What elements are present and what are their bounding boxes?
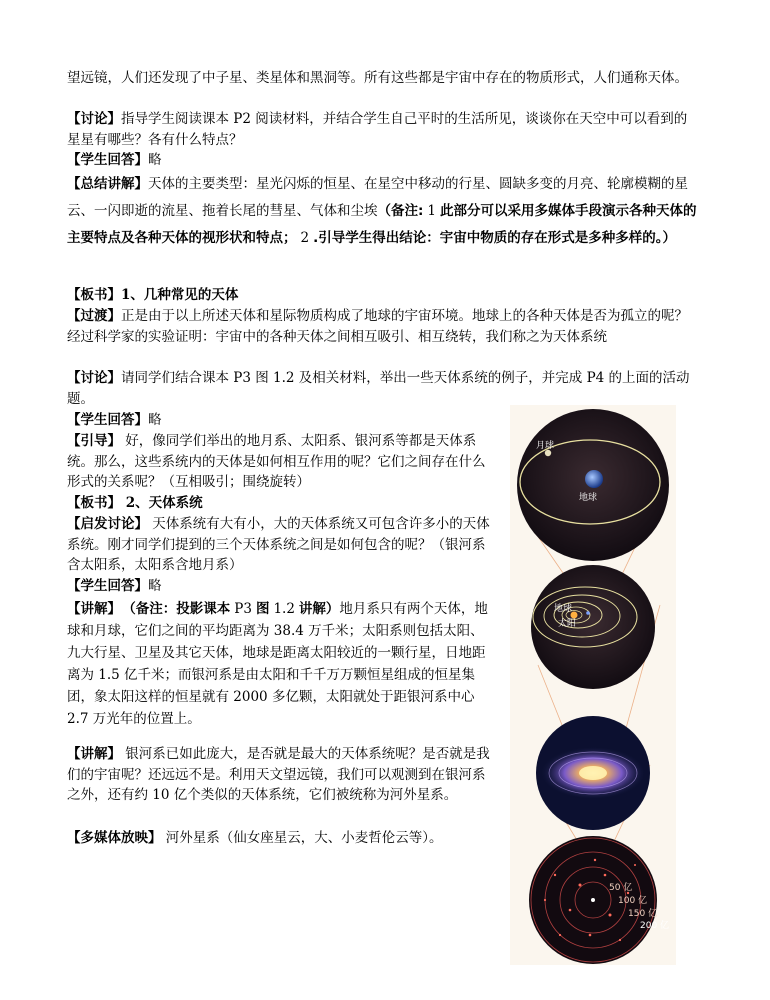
tag-board: 【板书】 <box>67 495 121 511</box>
label-10-billion: 100 亿 <box>618 896 648 906</box>
tag-discussion: 【讨论】 <box>67 370 121 386</box>
label-earth-solar: 地球 <box>554 604 573 614</box>
tag-inspire: 【启发讨论】 <box>67 516 148 532</box>
lecture-1: 【讲解】 （备注：投影课本 P3 图 1.2 讲解）地月系只有两个天体，地球和月球，它们之间的平均距离为 38.4 万千米；太阳系则包括太阳、九大行星、卫星及其它天体，地球是距离太阳较近的一颗行星，日地距离为 1.5 亿千米；而银河系是由太阳和千千万万颗恒星组成的恒星集团，象太阳这样的恒星就有 2000 多亿颗，太阳就处于距银河系中心 2.7 万光年的位置上。 <box>67 601 488 727</box>
label-earth: 地球 <box>579 493 598 503</box>
board-note-1: 【板书】1、几种常见的天体 <box>67 287 239 303</box>
tag-guide: 【引导】 <box>67 433 121 449</box>
celestial-systems-figure <box>510 405 676 965</box>
student-answer-1: 【学生回答】略 <box>67 152 162 168</box>
label-sun: 太阳 <box>558 619 577 629</box>
tag-lecture: 【讲解】 <box>67 746 121 762</box>
student-answer-2: 【学生回答】略 <box>67 412 162 428</box>
student-answer-3: 【学生回答】略 <box>67 578 162 594</box>
tag-transition: 【过渡】 <box>67 308 121 324</box>
transition-paragraph: 【过渡】正是由于以上所述天体和星际物质构成了地球的宇宙环境。地球上的各种天体是否为孤立的呢？经过科学家的实验证明：宇宙中的各种天体之间相互吸引、相互绕转，我们称之为天体系统 <box>67 308 688 345</box>
tag-answer: 【学生回答】 <box>67 578 148 594</box>
guide-paragraph: 【引导】 好，像同学们举出的地月系、太阳系、银河系等都是天体系统。那么，这些系统内的天体是如何相互作用的呢？它们之间存在什么形式的关系呢？（互相吸引；围绕旋转） <box>67 433 486 491</box>
inspire-discussion: 【启发讨论】 天体系统有大有小，大的天体系统又可包含许多小的天体系统。刚才同学们提到的三个天体系统之间是如何包含的呢？（银河系含太阳系，太阳系含地月系） <box>67 516 490 574</box>
intro-paragraph: 望远镜，人们还发现了中子星、类星体和黑洞等。所有这些都是宇宙中存在的物质形式，人们通称天体。 <box>67 70 688 86</box>
label-20-billion: 200 亿 <box>640 921 670 931</box>
earth-moon-system <box>517 409 669 561</box>
tag-media: 【多媒体放映】 <box>67 830 162 846</box>
tag-discussion: 【讨论】 <box>67 111 121 127</box>
summary-paragraph: 【总结讲解】天体的主要类型：星光闪烁的恒星、在星空中移动的行星、圆缺多变的月亮、轮廓模糊的星云、一闪即逝的流星、拖着长尾的彗星、气体和尘埃（备注: 1 此部分可以采用多媒体手段演示各种天体的主要特点及各种天体的视形状和特点； 2 .引导学生得出结论：宇宙中物质的存在形式是多种多样的。） <box>67 176 697 246</box>
board-note-2: 【板书】 2、天体系统 <box>67 495 203 511</box>
label-5-billion: 50 亿 <box>609 883 633 893</box>
tag-summary: 【总结讲解】 <box>67 176 148 192</box>
tag-lecture: 【讲解】 <box>67 601 121 617</box>
solar-system <box>531 565 655 689</box>
label-15-billion: 150 亿 <box>628 909 658 919</box>
tag-answer: 【学生回答】 <box>67 412 148 428</box>
tag-board: 【板书】 <box>67 287 121 303</box>
discussion-1: 【讨论】指导学生阅读课本 P2 阅读材料，并结合学生自己平时的生活所见，谈谈你在天空中可以看到的星星有哪些？各有什么特点？ <box>67 111 688 148</box>
earth-icon <box>585 470 603 488</box>
discussion-2: 【讨论】请同学们结合课本 P3 图 1.2 及相关材料，举出一些天体系统的例子，并完成 P4 的上面的活动题。 <box>67 370 690 407</box>
observable-universe <box>529 836 669 964</box>
label-moon: 月球 <box>536 441 555 451</box>
media-paragraph: 【多媒体放映】 河外星系（仙女座星云，大、小麦哲伦云等）。 <box>67 830 443 846</box>
earth-dot-icon <box>586 611 590 615</box>
tag-answer: 【学生回答】 <box>67 152 148 168</box>
lecture-2: 【讲解】 银河系已如此庞大，是否就是最大的天体系统呢？是否就是我们的宇宙呢？还远远不是。利用天文望远镜，我们可以观测到在银河系之外，还有约 10 亿个类似的天体系统，它们被统称为河外星系。 <box>67 746 490 804</box>
milky-way <box>536 716 650 830</box>
